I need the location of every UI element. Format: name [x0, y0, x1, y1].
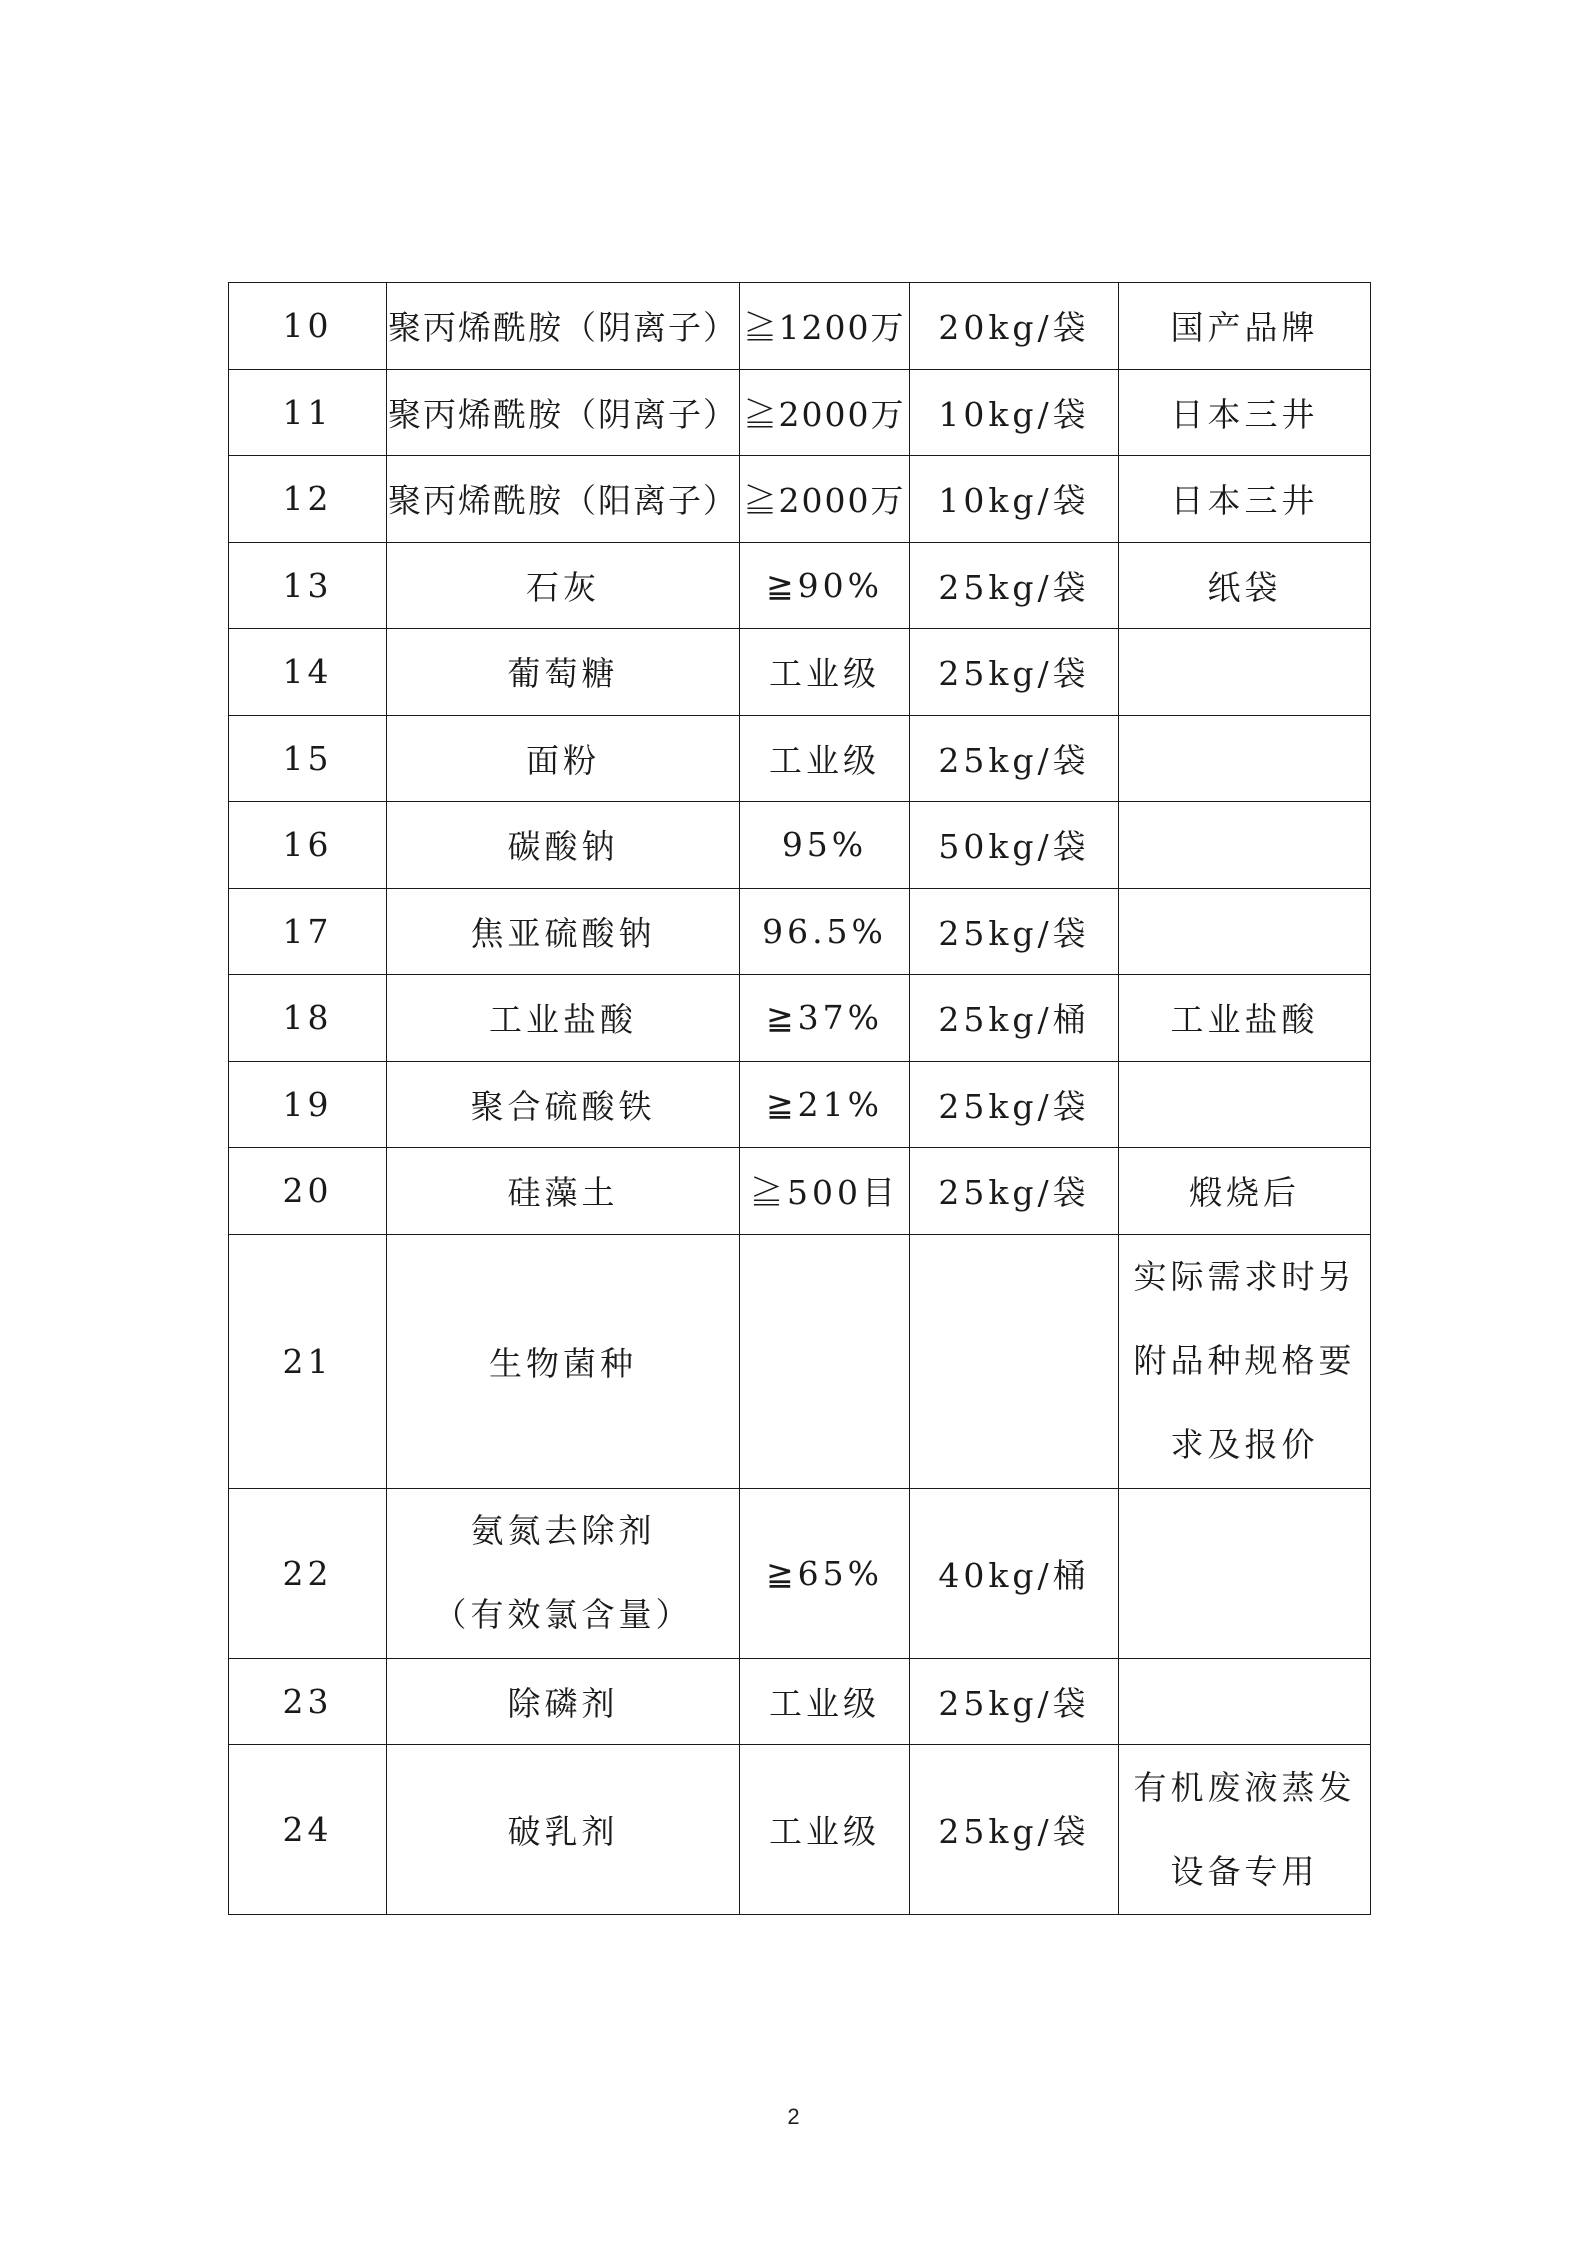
table-row: [229, 1658, 1371, 1745]
item-packaging: 25kg/袋: [910, 1061, 1119, 1148]
table-row: [229, 1488, 1371, 1658]
item-spec: ≧37%: [740, 975, 910, 1062]
item-spec: ≧90%: [740, 542, 910, 629]
row-number: 17: [229, 888, 387, 975]
item-name: 聚丙烯酰胺（阴离子）: [387, 369, 740, 456]
row-number: 21: [229, 1234, 387, 1488]
table-row: [229, 456, 1371, 543]
item-packaging: 25kg/袋: [910, 1148, 1119, 1235]
item-packaging: 25kg/袋: [910, 629, 1119, 716]
note-line: 求及报价: [1170, 1425, 1319, 1464]
note-line: 附品种规格要: [1133, 1341, 1356, 1380]
row-number: 13: [229, 542, 387, 629]
item-packaging: 25kg/袋: [910, 542, 1119, 629]
row-number: 10: [229, 283, 387, 370]
item-name: 面粉: [387, 715, 740, 802]
item-name: 工业盐酸: [387, 975, 740, 1062]
item-note: [1119, 888, 1371, 975]
item-note: 工业盐酸: [1119, 975, 1371, 1062]
item-packaging: 25kg/袋: [910, 1658, 1119, 1745]
item-note: 日本三井: [1119, 456, 1371, 543]
row-number: 11: [229, 369, 387, 456]
item-spec: 95%: [740, 802, 910, 889]
item-name: 破乳剂: [387, 1745, 740, 1915]
item-name: 聚丙烯酰胺（阴离子）: [387, 283, 740, 370]
item-note: 煅烧后: [1119, 1148, 1371, 1235]
row-number: 18: [229, 975, 387, 1062]
table-row: [229, 888, 1371, 975]
row-number: 14: [229, 629, 387, 716]
item-packaging: 40kg/桶: [910, 1488, 1119, 1658]
table-row: [229, 283, 1371, 370]
item-note: [1119, 1745, 1371, 1915]
note-line: 实际需求时另: [1133, 1257, 1356, 1296]
item-spec: ≧21%: [740, 1061, 910, 1148]
item-note: 日本三井: [1119, 369, 1371, 456]
table-row: [229, 629, 1371, 716]
item-spec: 工业级: [740, 715, 910, 802]
item-note: 国产品牌: [1119, 283, 1371, 370]
item-packaging: 10kg/袋: [910, 369, 1119, 456]
item-spec: 工业级: [740, 1745, 910, 1915]
table-row: [229, 802, 1371, 889]
item-spec: 工业级: [740, 1658, 910, 1745]
item-spec: ≧500目: [740, 1148, 910, 1235]
item-spec: 96.5%: [740, 888, 910, 975]
note-line: 有机废液蒸发: [1133, 1767, 1356, 1807]
item-note: 纸袋: [1119, 542, 1371, 629]
item-spec: 工业级: [740, 629, 910, 716]
item-name: 葡萄糖: [387, 629, 740, 716]
item-packaging: 25kg/袋: [910, 715, 1119, 802]
item-note: [1119, 1234, 1371, 1488]
item-spec: ≧65%: [740, 1488, 910, 1658]
name-line: 氨氮去除剂: [470, 1511, 656, 1550]
row-number: 19: [229, 1061, 387, 1148]
table-row: [229, 1745, 1371, 1915]
item-packaging: 25kg/桶: [910, 975, 1119, 1062]
item-note: [1119, 715, 1371, 802]
note-line: 设备专用: [1170, 1851, 1319, 1891]
item-spec: [740, 1234, 910, 1488]
item-name: 硅藻土: [387, 1148, 740, 1235]
row-number: 12: [229, 456, 387, 543]
item-packaging: [910, 1234, 1119, 1488]
item-name: 聚丙烯酰胺（阳离子）: [387, 456, 740, 543]
row-number: 20: [229, 1148, 387, 1235]
name-line: （有效氯含量）: [433, 1595, 693, 1634]
item-note: [1119, 1658, 1371, 1745]
item-name: 聚合硫酸铁: [387, 1061, 740, 1148]
row-number: 22: [229, 1488, 387, 1658]
item-spec: ≧1200万: [740, 283, 910, 370]
item-note: [1119, 1488, 1371, 1658]
row-number: 23: [229, 1658, 387, 1745]
item-note: [1119, 1061, 1371, 1148]
item-packaging: 25kg/袋: [910, 888, 1119, 975]
material-table: [228, 282, 1371, 1915]
row-number: 16: [229, 802, 387, 889]
item-name: [387, 1488, 740, 1658]
item-name: 焦亚硫酸钠: [387, 888, 740, 975]
table-row: [229, 542, 1371, 629]
item-spec: ≧2000万: [740, 369, 910, 456]
table-row: [229, 715, 1371, 802]
item-name: 生物菌种: [387, 1234, 740, 1488]
item-packaging: 20kg/袋: [910, 283, 1119, 370]
page-number: 2: [787, 2104, 800, 2129]
table-row: [229, 369, 1371, 456]
item-note: [1119, 629, 1371, 716]
item-packaging: 10kg/袋: [910, 456, 1119, 543]
item-name: 石灰: [387, 542, 740, 629]
item-note: [1119, 802, 1371, 889]
item-spec: ≧2000万: [740, 456, 910, 543]
table-row: [229, 1061, 1371, 1148]
row-number: 15: [229, 715, 387, 802]
item-packaging: 50kg/袋: [910, 802, 1119, 889]
item-name: 碳酸钠: [387, 802, 740, 889]
table-row: [229, 1234, 1371, 1488]
table-row: [229, 1148, 1371, 1235]
item-name: 除磷剂: [387, 1658, 740, 1745]
row-number: 24: [229, 1745, 387, 1915]
table-row: [229, 975, 1371, 1062]
item-packaging: 25kg/袋: [910, 1745, 1119, 1915]
